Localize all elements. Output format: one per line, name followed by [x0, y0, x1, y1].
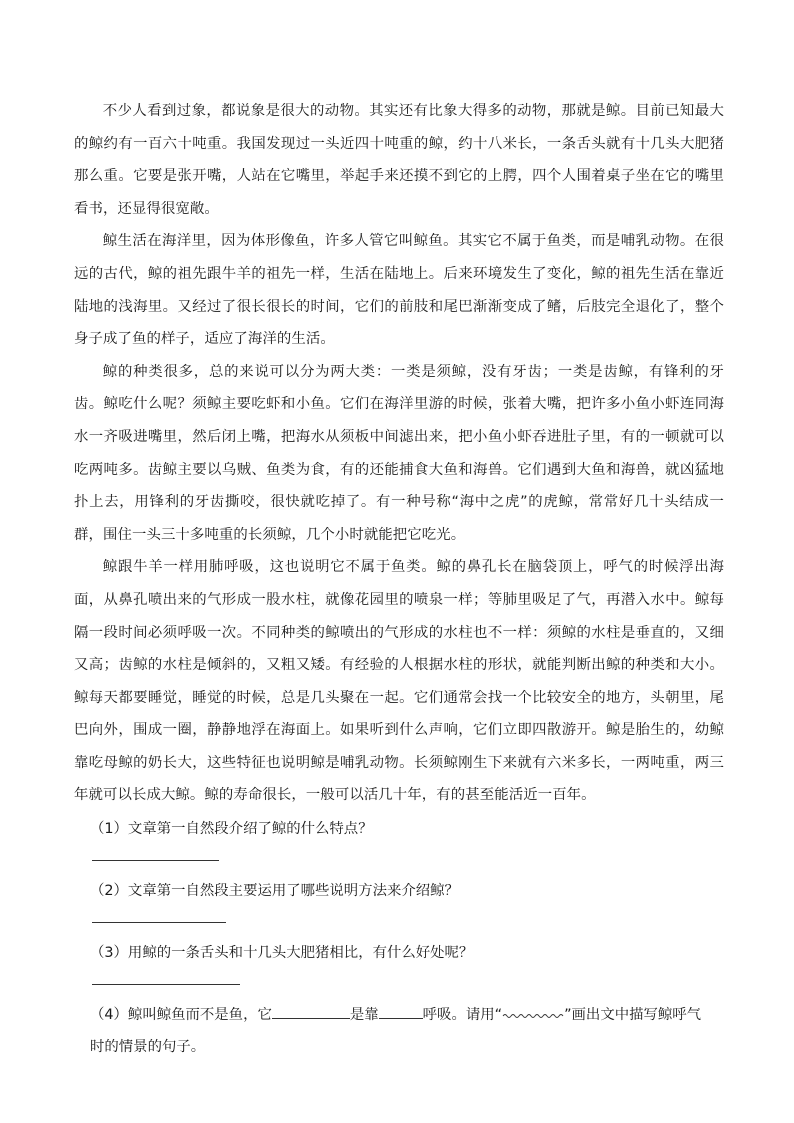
- question-3: （3）用鲸的一条舌头和十几头大肥猪相比，有什么好处呢？: [90, 945, 474, 962]
- answer-line-3[interactable]: [92, 983, 240, 985]
- article-paragraph-1: 不少人看到过象，都说象是很大的动物。其实还有比象大得多的动物，那就是鲸。目前已知最大的鲸约有一百六十吨重。我国发现过一头近四十吨重的鲸，约十八米长，一条舌头就有十几头大肥猪那么重。它要是张开嘴，人站在它嘴里，举起手来还摸不到它的上腭，四个人围着桌子坐在它的嘴里看书，还显得很宽敞。: [74, 103, 724, 217]
- question-4-text-3: 呼吸。请用“: [422, 1007, 503, 1024]
- questions: [74, 813, 724, 1063]
- fill-blank-2[interactable]: [379, 1003, 423, 1019]
- wavy-underline-icon: [502, 1005, 564, 1019]
- article-paragraph-3: 鲸的种类很多，总的来说可以分为两大类：一类是须鲸，没有牙齿；一类是齿鲸，有锋利的牙齿。鲸吃什么呢？须鲸主要吃虾和小鱼。它们在海洋里游的时候，张着大嘴，把许多小鱼小虾连同海水一齐吸进嘴里，然后闭上嘴，把海水从须板中间滤出来，把小鱼小虾吞进肚子里，有的一顿就可以吃两吨多。齿鲸主要以乌贼、鱼类为食，有的还能捕食大鱼和海兽。它们遇到大鱼和海兽，就凶猛地扑上去，用锋利的牙齿撕咬，很快就吃掉了。有一种号称“海中之虎”的虎鲸，常常好几十头结成一群，围住一头三十多吨重的长须鲸，几个小时就能把它吃光。: [74, 363, 724, 543]
- article-paragraph-2: 鲸生活在海洋里，因为体形像鱼，许多人管它叫鲸鱼。其实它不属于鱼类，而是哺乳动物。在很远的古代，鲸的祖先跟牛羊的祖先一样，生活在陆地上。后来环境发生了变化，鲸的祖先生活在靠近陆地的浅海里。又经过了很长很长的时间，它们的前肢和尾巴渐渐变成了鳍，后肢完全退化了，整个身子成了鱼的样子，适应了海洋的生活。: [74, 233, 724, 348]
- article-paragraph-4: 鲸跟牛羊一样用肺呼吸，这也说明它不属于鱼类。鲸的鼻孔长在脑袋顶上，呼气的时候浮出海面，从鼻孔喷出来的气形成一股水柱，就像花园里的喷泉一样；等肺里吸足了气，再潜入水中。鲸每隔一段时间必须呼吸一次。不同种类的鲸喷出的气形成的水柱也不一样：须鲸的水柱是垂直的，又细又高；齿鲸的水柱是倾斜的，又粗又矮。有经验的人根据水柱的形状，就能判断出鲸的种类和大小。鲸每天都要睡觉，睡觉的时候，总是几头聚在一起。它们通常会找一个比较安全的地方，头朝里，尾巴向外，围成一圈，静静地浮在海面上。如果听到什么声响，它们立即四散游开。鲸是胎生的，幼鲸靠吃母鲸的奶长大，这些特征也说明鲸是哺乳动物。长须鲸刚生下来就有六米多长，一两吨重，两三年就可以长成大鲸。鲸的寿命很长，一般可以活几十年，有的甚至能活近一百年。: [74, 559, 724, 804]
- answer-line-2[interactable]: [92, 921, 226, 923]
- article: [74, 95, 724, 812]
- question-4-text-5: 时的情景的句子。: [90, 1039, 206, 1056]
- question-4-text-2: 是靠: [349, 1007, 379, 1024]
- question-4-text-1: （4）鲸叫鲸鱼而不是鱼，它: [90, 1007, 272, 1024]
- question-4: [74, 999, 724, 1063]
- question-2: （2）文章第一自然段主要运用了哪些说明方法来介绍鲸？: [90, 883, 459, 900]
- question-1: （1）文章第一自然段介绍了鲸的什么特点？: [90, 821, 373, 838]
- question-4-text-4: ”画出文中描写鲸呼气: [564, 1007, 702, 1024]
- fill-blank-1[interactable]: [272, 1003, 350, 1019]
- answer-line-1[interactable]: [92, 859, 219, 861]
